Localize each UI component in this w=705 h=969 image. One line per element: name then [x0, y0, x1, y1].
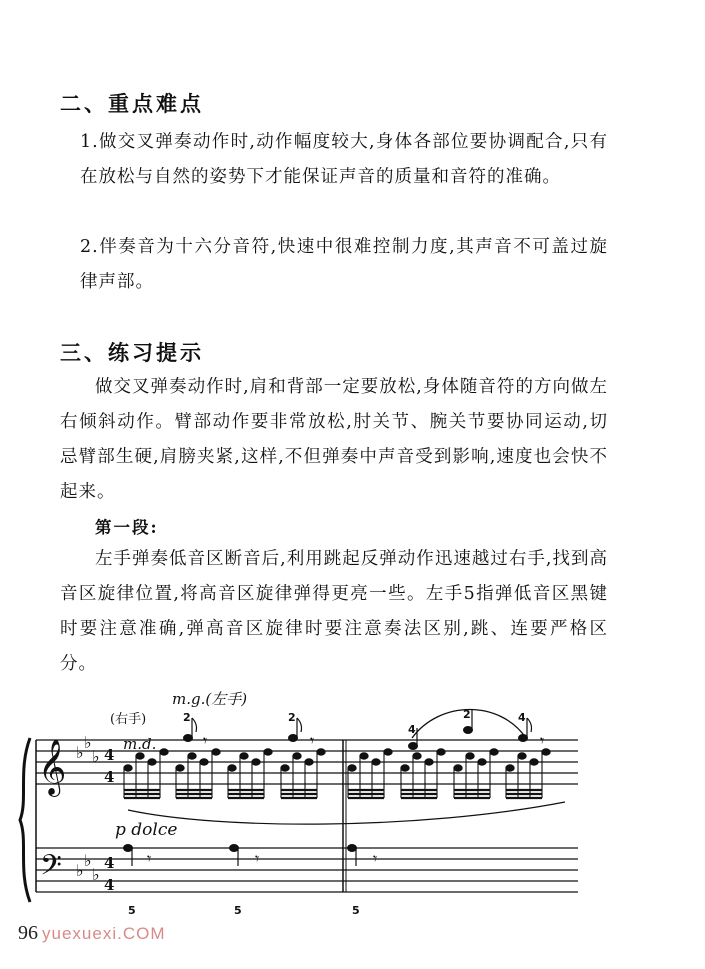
- svg-text:♭: ♭: [92, 747, 100, 766]
- mg-label: m.g.(左手): [172, 690, 248, 708]
- section3-subheading: 第一段:: [95, 518, 159, 537]
- md-label: m.d.: [123, 735, 157, 753]
- fingering-1: 2: [183, 711, 191, 724]
- section2-heading: 二、重点难点: [60, 91, 204, 116]
- svg-text:𝄾: 𝄾: [540, 731, 545, 750]
- fingering-5: 4: [518, 711, 526, 724]
- music-score: [0, 680, 705, 920]
- time-sig-top-treble: 4: [104, 746, 115, 764]
- svg-text:𝄾: 𝄾: [147, 849, 152, 868]
- time-sig-bottom-treble: 4: [104, 768, 115, 786]
- page-number: 96: [18, 922, 38, 944]
- key-signature-bass: [76, 851, 100, 884]
- watermark: yuexuexi.COM: [42, 924, 166, 943]
- svg-text:𝄾: 𝄾: [373, 849, 378, 868]
- svg-text:♭: ♭: [84, 851, 92, 870]
- svg-text:♭: ♭: [92, 865, 100, 884]
- dynamic-marking: p dolce: [115, 820, 178, 840]
- svg-text:♭: ♭: [76, 743, 84, 762]
- treble-clef-icon: 𝄞: [38, 739, 67, 795]
- bass-fingering-2: 5: [234, 904, 242, 917]
- section3-paragraph-2: 左手弹奏低音区断音后,利用跳起反弹动作迅速越过右手,找到高音区旋律位置,将高音区旋律弹得更亮一些。左手5指弹低音区黑键时要注意准确,弹高音区旋律时要注意奏法区别,跳、连要严格区分。: [60, 549, 608, 674]
- svg-text:♭: ♭: [84, 733, 92, 752]
- fingering-4: 2: [463, 708, 471, 721]
- svg-text:𝄾: 𝄾: [255, 849, 260, 868]
- svg-text:♭: ♭: [76, 861, 84, 880]
- key-signature-treble: [76, 733, 100, 766]
- section2-paragraph-1: 1.做交叉弹奏动作时,动作幅度较大,身体各部位要协调配合,只有在放松与自然的姿势下才能保证声音的质量和音符的准确。: [80, 132, 608, 187]
- time-sig-top-bass: 4: [104, 854, 115, 872]
- bass-clef-icon: 𝄢: [40, 849, 62, 889]
- grand-staff-brace: [20, 738, 30, 902]
- svg-text:𝄾: 𝄾: [203, 731, 208, 750]
- bass-staff: [36, 848, 578, 892]
- bass-fingering-3: 5: [352, 904, 360, 917]
- section2-paragraph-2: 2.伴奏音为十六分音符,快速中很难控制力度,其声音不可盖过旋律声部。: [80, 237, 608, 292]
- svg-text:𝄾: 𝄾: [310, 731, 315, 750]
- fingering-3: 4: [408, 723, 416, 736]
- melody-notes: [184, 710, 532, 750]
- section3-paragraph-1: 做交叉弹奏动作时,肩和背部一定要放松,身体随音符的方向做左右倾斜动作。臂部动作要非常放松,肘关节、腕关节要协同运动,切忌臂部生硬,肩膀夹紧,这样,不但弹奏中声音受到影响,速度也会快不起来。: [60, 377, 608, 502]
- fingering-2: 2: [288, 711, 296, 724]
- rh-label: (右手): [110, 712, 147, 727]
- bass-fingering-1: 5: [128, 904, 136, 917]
- page-footer: [18, 922, 165, 945]
- section3-heading: 三、练习提示: [60, 340, 204, 365]
- time-sig-bottom-bass: 4: [104, 876, 115, 894]
